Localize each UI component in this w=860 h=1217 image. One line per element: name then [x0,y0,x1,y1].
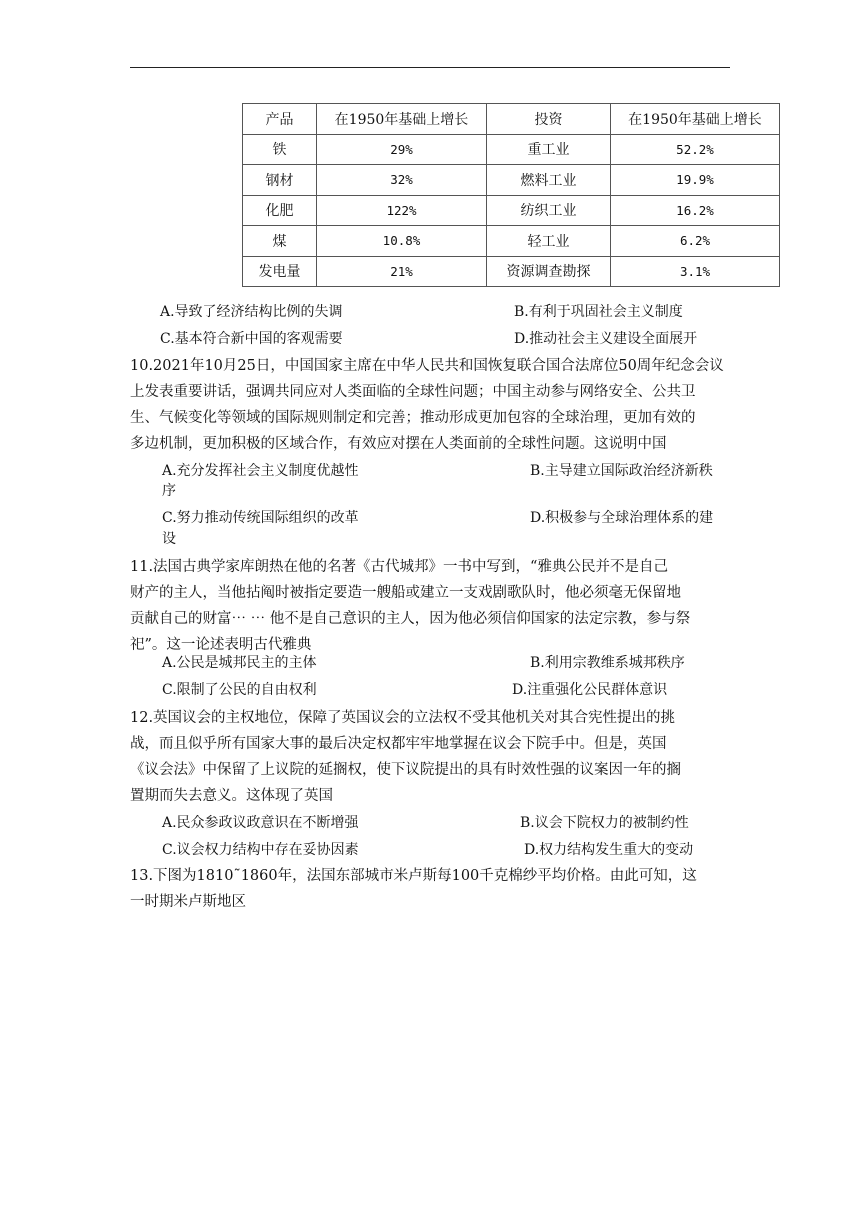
q9-option-c: C.基本符合新中国的客观需要 [160,331,343,347]
table-cell: 122% [317,195,487,226]
q11-option-d: D.注重强化公民群体意识 [512,682,668,698]
table-cell: 煤 [243,226,317,257]
table-header-cell: 在1950年基础上增长 [611,104,780,135]
q10-option-c: C.努力推动传统国际组织的改革 [162,510,359,526]
table-cell: 纺织工业 [487,195,611,226]
table-cell: 化肥 [243,195,317,226]
table-row [243,256,780,287]
table-cell: 21% [317,256,487,287]
q9-option-a: A.导致了经济结构比例的失调 [160,304,343,320]
q11-option-a: A.公民是城邦民主的主体 [162,655,317,671]
table-cell: 铁 [243,134,317,165]
q11-stem-line: 祀”。这一论述表明古代雅典 [130,637,312,653]
table-header-cell: 产品 [243,104,317,135]
table-cell: 6.2% [611,226,780,257]
q10-option-d-wrap: 设 [162,531,176,547]
q10-stem-line: 多边机制，更加积极的区域合作，有效应对摆在人类面前的全球性问题。这说明中国 [130,436,667,452]
q9-option-b: B.有利于巩固社会主义制度 [514,304,683,320]
table-cell: 29% [317,134,487,165]
q12-stem-line: 置期而失去意义。这体现了英国 [130,788,333,804]
q10-stem-line: 10.2021年10月25日，中国国家主席在中华人民共和国恢复联合国合法席位50周年纪念会议 [130,358,724,374]
q9-option-d: D.推动社会主义建设全面展开 [514,331,698,347]
q10-option-d: D.积极参与全球治理体系的建 [530,510,714,526]
q12-stem-line: 战，而且似乎所有国家大事的最后决定权都牢牢地掌握在议会下院手中。但是，英国 [130,736,667,752]
table-row [243,195,780,226]
q10-option-b-wrap: 序 [162,483,176,499]
q11-stem-line: 11.法国古典学家库朗热在他的名著《古代城邦》一书中写到，“雅典公民并不是自己 [130,559,668,575]
table-row [243,134,780,165]
table-cell: 轻工业 [487,226,611,257]
table-cell: 发电量 [243,256,317,287]
q12-option-c: C.议会权力结构中存在妥协因素 [162,842,359,858]
table-cell: 燃料工业 [487,165,611,196]
q12-option-b: B.议会下院权力的被制约性 [520,815,689,831]
q10-option-b: B.主导建立国际政治经济新秩 [530,463,713,479]
table-header-cell: 投资 [487,104,611,135]
q13-stem-line: 13.下图为1810˜1860年，法国东部城市米卢斯每100千克棉纱平均价格。由此可知，这 [130,868,697,884]
table-cell: 16.2% [611,195,780,226]
q11-stem-line: 贡献自己的财富⋯ ⋯ 他不是自己意识的主人，因为他必须信仰国家的法定宗教，参与祭 [130,611,691,627]
table-row [243,165,780,196]
q11-stem-line: 财产的主人，当他拈阄时被指定要造一艘船或建立一支戏剧歌队时，他必须毫无保留地 [130,585,681,601]
q12-stem-line: 《议会法》中保留了上议院的延搁权，使下议院提出的具有时效性强的议案因一年的搁 [130,762,681,778]
table-cell: 3.1% [611,256,780,287]
table-header-cell: 在1950年基础上增长 [317,104,487,135]
q13-stem-line: 一时期米卢斯地区 [130,894,246,910]
q12-option-a: A.民众参政议政意识在不断增强 [162,815,359,831]
table-cell: 资源调查勘探 [487,256,611,287]
growth-table [242,103,780,287]
table-cell: 32% [317,165,487,196]
header-rule [130,67,730,68]
q11-option-b: B.利用宗教维系城邦秩序 [530,655,685,671]
q12-option-d: D.权力结构发生重大的变动 [524,842,694,858]
q11-option-c: C.限制了公民的自由权利 [162,682,317,698]
q10-option-a: A.充分发挥社会主义制度优越性 [162,463,359,479]
table-cell: 10.8% [317,226,487,257]
table-cell: 52.2% [611,134,780,165]
table-header-row [243,104,780,135]
q12-stem-line: 12.英国议会的主权地位，保障了英国议会的立法权不受其他机关对其合宪性提出的挑 [130,710,676,726]
q10-stem-line: 上发表重要讲话，强调共同应对人类面临的全球性问题；中国主动参与网络安全、公共卫 [130,384,696,400]
table-cell: 钢材 [243,165,317,196]
table-cell: 重工业 [487,134,611,165]
table-cell: 19.9% [611,165,780,196]
q10-stem-line: 生、气候变化等领域的国际规则制定和完善；推动形成更加包容的全球治理，更加有效的 [130,410,696,426]
table-row [243,226,780,257]
